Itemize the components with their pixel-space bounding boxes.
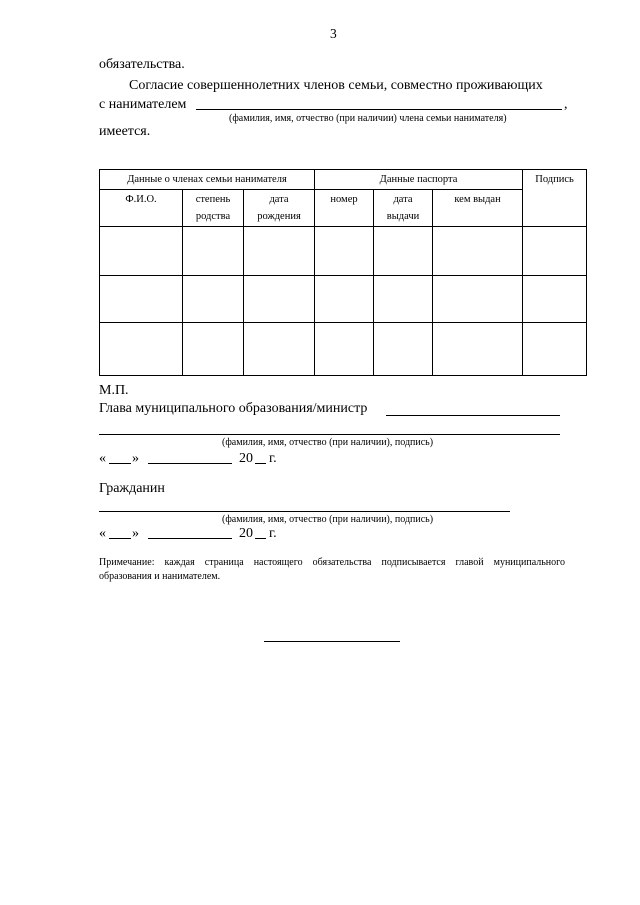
footnote: Примечание: каждая страница настоящего обязательства подписывается главой муниципального образования и нанимателем.	[99, 557, 565, 582]
consent-line-2-prefix: с нанимателем	[99, 97, 187, 112]
consent-status: имеется.	[99, 124, 151, 139]
table-cell[interactable]	[433, 227, 523, 276]
consent-comma: ,	[564, 97, 568, 112]
date-close-quote-2: »	[132, 526, 139, 541]
table-cell[interactable]	[315, 276, 374, 323]
family-member-fill-line[interactable]	[196, 109, 562, 110]
table-cell[interactable]	[374, 227, 433, 276]
head-label: Глава муниципального образования/министр	[99, 401, 368, 416]
head-signature-caption: (фамилия, имя, отчество (при наличии), подпись)	[222, 437, 434, 448]
date-open-quote-1: «	[99, 451, 106, 466]
table-cell[interactable]	[244, 227, 315, 276]
col-birth-date: дата рождения	[244, 190, 315, 227]
col-relation: степень родства	[183, 190, 244, 227]
year-fill-line-2[interactable]	[255, 538, 266, 539]
month-fill-line-1[interactable]	[148, 463, 232, 464]
date-open-quote-2: «	[99, 526, 106, 541]
day-fill-line-2[interactable]	[109, 538, 131, 539]
table-cell[interactable]	[433, 276, 523, 323]
family-member-caption: (фамилия, имя, отчество (при наличии) члена семьи нанимателя)	[229, 113, 507, 124]
citizen-label: Гражданин	[99, 481, 165, 496]
table-cell[interactable]	[374, 276, 433, 323]
col-fio: Ф.И.О.	[100, 190, 183, 227]
year-prefix-2: 20	[239, 526, 253, 541]
table-cell[interactable]	[374, 323, 433, 376]
table-cell[interactable]	[315, 323, 374, 376]
table-cell[interactable]	[100, 276, 183, 323]
table-row	[100, 276, 587, 323]
table-cell[interactable]	[523, 227, 587, 276]
year-fill-line-1[interactable]	[255, 463, 266, 464]
day-fill-line-1[interactable]	[109, 463, 131, 464]
year-suffix-2: г.	[269, 526, 277, 541]
table-cell[interactable]	[315, 227, 374, 276]
col-issued-by: кем выдан	[433, 190, 523, 227]
col-passport-number: номер	[315, 190, 374, 227]
table-cell[interactable]	[183, 276, 244, 323]
header-passport-data: Данные паспорта	[315, 170, 523, 190]
table-cell[interactable]	[433, 323, 523, 376]
table-cell[interactable]	[244, 276, 315, 323]
page-number: 3	[330, 26, 337, 41]
closing-rule	[264, 641, 400, 642]
header-family-data: Данные о членах семьи нанимателя	[100, 170, 315, 190]
family-members-table	[99, 169, 587, 376]
year-suffix-1: г.	[269, 451, 277, 466]
table-cell[interactable]	[523, 276, 587, 323]
stamp-place-label: М.П.	[99, 383, 129, 398]
month-fill-line-2[interactable]	[148, 538, 232, 539]
consent-line-1: Согласие совершеннолетних членов семьи, совместно проживающих	[129, 78, 543, 93]
date-close-quote-1: »	[132, 451, 139, 466]
table-cell[interactable]	[183, 323, 244, 376]
table-cell[interactable]	[244, 323, 315, 376]
table-cell[interactable]	[100, 323, 183, 376]
head-name-line[interactable]	[99, 434, 560, 435]
table-cell[interactable]	[183, 227, 244, 276]
head-signature-line[interactable]	[386, 415, 560, 416]
table-row	[100, 323, 587, 376]
paragraph-tail: обязательства.	[99, 57, 185, 72]
table-row	[100, 227, 587, 276]
table-cell[interactable]	[523, 323, 587, 376]
table-cell[interactable]	[100, 227, 183, 276]
year-prefix-1: 20	[239, 451, 253, 466]
col-issue-date: дата выдачи	[374, 190, 433, 227]
citizen-signature-line[interactable]	[99, 511, 510, 512]
citizen-signature-caption: (фамилия, имя, отчество (при наличии), подпись)	[222, 514, 434, 525]
header-signature: Подпись	[523, 170, 587, 227]
